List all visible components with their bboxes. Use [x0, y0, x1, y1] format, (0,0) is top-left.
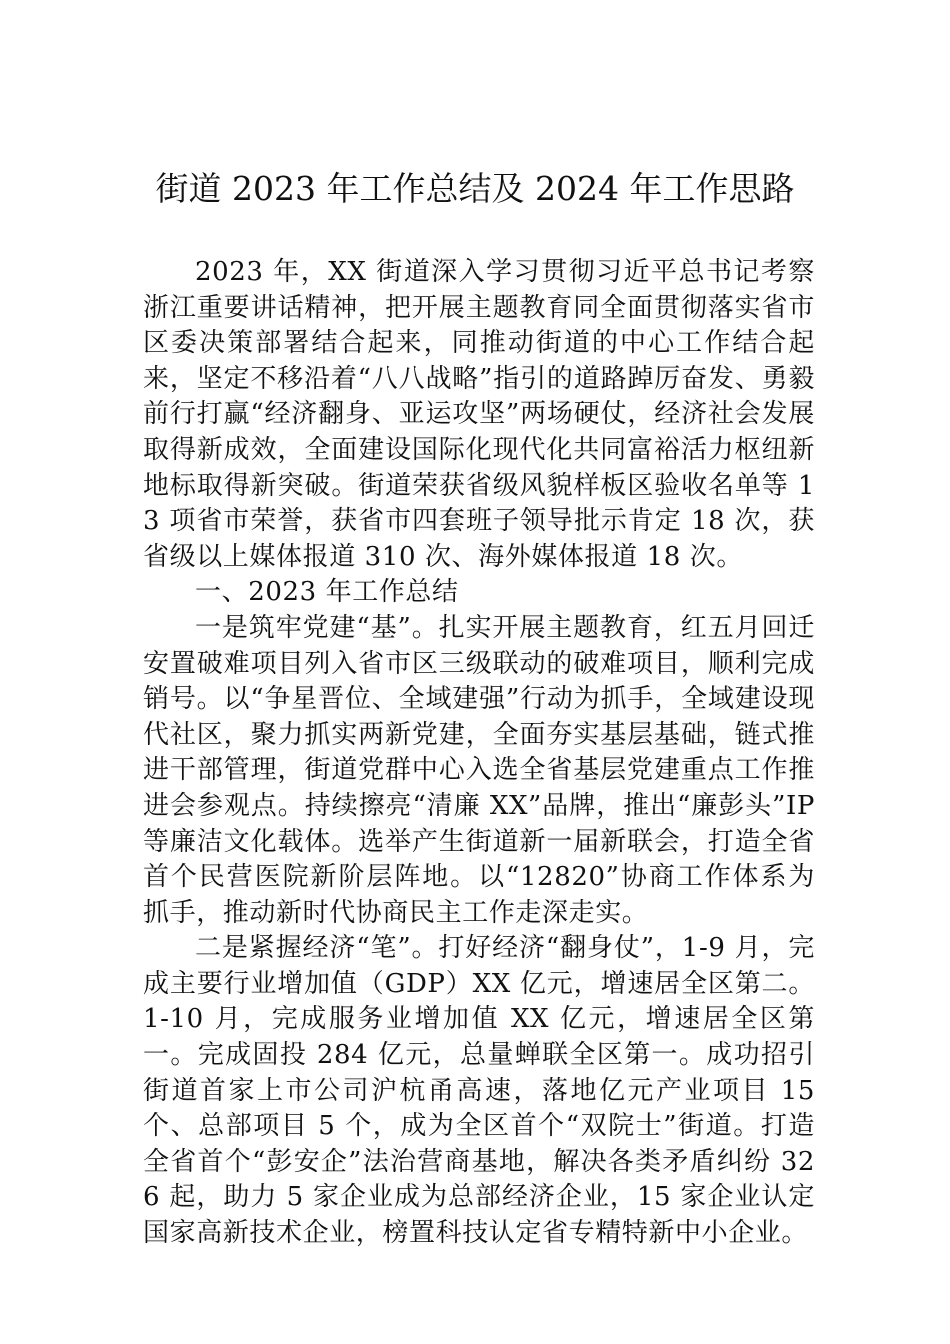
section-paragraph-economy: 二是紧握经济“笔”。打好经济“翻身仗”，1-9 月，完成主要行业增加值（GDP）XX 亿元，增速居全区第二。1-10 月，完成服务业增加值 XX 亿元，增速居全区第一。完成固投 284 亿元，总量蝉联全区第一。成功招引街道首家上市公司沪杭甬高速，落地亿元产业项目 15 个、总部项目 5 个，成为全区首个“双院士”街道。打造全省首个“彭安企”法治营商基地，解决各类矛盾纠纷 326 起，助力 5 家企业成为总部经济企业，15 家企业认定国家高新技术企业，榜置科技认定省专精特新中小企业。 [143, 933, 815, 1249]
section-paragraph-party: 一是筑牢党建“基”。扎实开展主题教育，红五月回迁安置破难项目列入省市区三级联动的破难项目，顺利完成销号。以“争星晋位、全域建强”行动为抓手，全域建设现代社区，聚力抓实两新党建，全面夯实基层基础，链式推进干部管理，街道党群中心入选全省基层党建重点工作推进会参观点。持续擦亮“清廉 XX”品牌，推出“廉彭头”IP 等廉洁文化载体。选举产生街道新一届新联会，打造全省首个民营医院新阶层阵地。以“12820”协商工作体系为抓手，推动新时代协商民主工作走深走实。 [143, 612, 815, 928]
document-body [143, 255, 815, 1252]
section-heading: 一、2023 年工作总结 [195, 577, 459, 608]
document-title: 街道 2023 年工作总结及 2024 年工作思路 [155, 169, 795, 208]
intro-paragraph: 2023 年，XX 街道深入学习贯彻习近平总书记考察浙江重要讲话精神，把开展主题教育同全面贯彻落实省市区委决策部署结合起来，同推动街道的中心工作结合起来，坚定不移沿着“八八战略”指引的道路踔厉奋发、勇毅前行打赢“经济翻身、亚运攻坚”两场硬仗，经济社会发展取得新成效，全面建设国际化现代化共同富裕活力枢纽新地标取得新突破。街道荣获省级风貌样板区验收名单等 13 项省市荣誉，获省市四套班子领导批示肯定 18 次，获省级以上媒体报道 310 次、海外媒体报道 18 次。 [143, 257, 815, 572]
